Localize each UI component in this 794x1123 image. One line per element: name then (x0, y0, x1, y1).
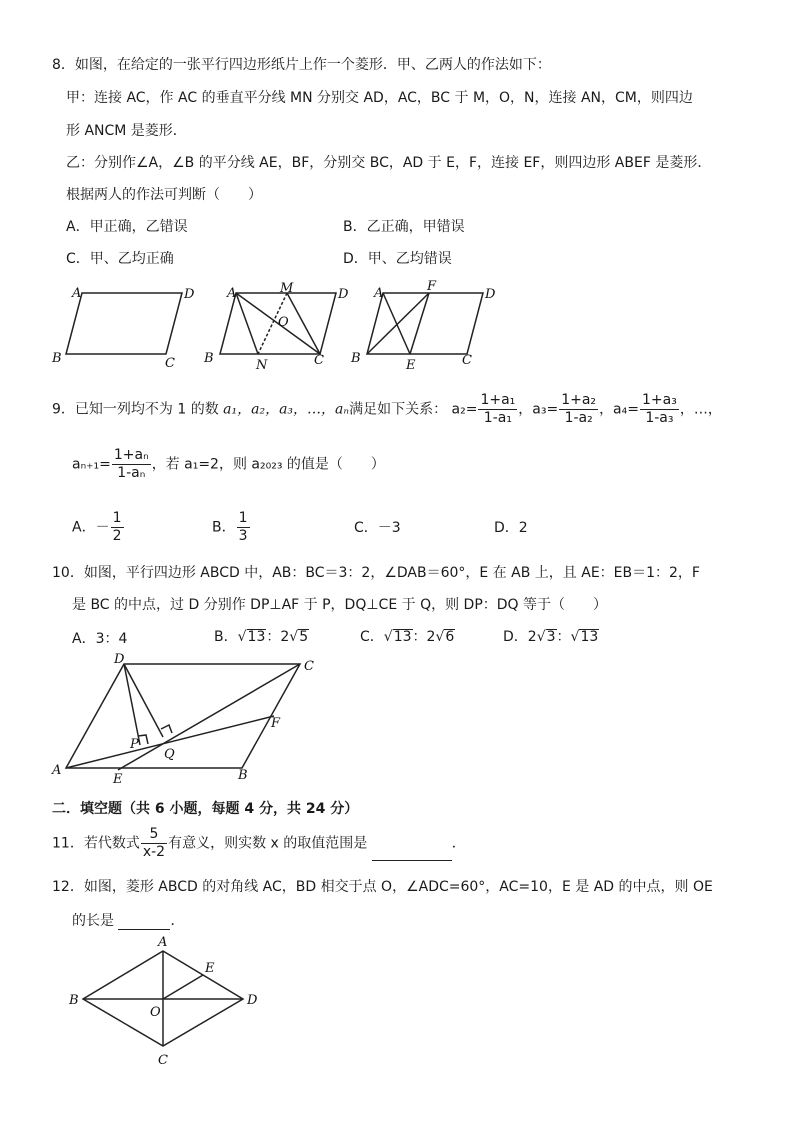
frac-denominator: x-2 (142, 844, 166, 860)
q8-jia-line1: 甲：连接 AC，作 AC 的垂直平分线 MN 分别交 AD，AC，BC 于 M，O，N，连接 AN，CM，则四边 (66, 90, 693, 106)
q11-answer-blank[interactable] (372, 842, 452, 861)
label-C: C (314, 353, 324, 368)
option-letter: B． (214, 629, 238, 645)
q9-line2 (72, 447, 385, 482)
q10-option-a[interactable]: A．3：4 (72, 631, 128, 647)
q12-figure (64, 934, 274, 1072)
q8-stem: 8．如图，在给定的一张平行四边形纸片上作一个菱形．甲、乙两人的作法如下： (52, 57, 551, 73)
sqrt-radicand: 3 (546, 629, 556, 645)
frac-numerator: 1+a₁ (480, 392, 516, 408)
label-A: A (52, 763, 62, 778)
q9-tail: ，…， (679, 401, 722, 418)
label-E: E (406, 358, 416, 372)
label-B: B (351, 351, 361, 366)
q9-seq: a₁，a₂，a₃，…，aₙ (223, 401, 350, 418)
label-D: D (184, 287, 195, 302)
q11-post: 有意义，则实数 x 的取值范围是 (168, 835, 368, 852)
q9-frac-a4 (640, 392, 679, 427)
q10-option-c[interactable]: C．√13：2√6 (360, 629, 455, 645)
q9-frac-an (112, 447, 151, 482)
label-A: A (72, 286, 82, 301)
q8-option-d[interactable]: D．甲、乙均错误 (343, 251, 452, 267)
label-D: D (485, 287, 496, 302)
label-E: E (205, 961, 215, 976)
q8-option-c[interactable]: C．甲、乙均正确 (66, 251, 174, 267)
frac-denominator: 1-a₃ (645, 410, 674, 426)
frac-denominator: 3 (238, 528, 248, 544)
q9-frac-a3 (559, 392, 598, 427)
label-D: D (338, 287, 349, 302)
label-P: P (130, 737, 139, 752)
frac-denominator: 1-aₙ (117, 465, 146, 481)
q8-judge: 根据两人的作法可判断（ ） (66, 187, 262, 203)
label-B: B (204, 351, 214, 366)
q8-option-b[interactable]: B．乙正确，甲错误 (343, 219, 465, 235)
q10-option-d[interactable]: D．2√3：√13 (503, 629, 599, 645)
q8-option-a[interactable]: A．甲正确，乙错误 (66, 219, 188, 235)
option-letter: C． (360, 629, 384, 645)
sqrt-radicand: 13 (247, 629, 266, 645)
q10-option-b[interactable]: B．√13：2√5 (214, 629, 309, 645)
q9-condition: ，若 a₁=2，则 a₂₀₂₃ 的值是（ ） (151, 456, 385, 473)
q9-a2: a₂= (451, 401, 478, 418)
label-D: D (114, 652, 125, 667)
frac-numerator: 1+a₃ (641, 392, 677, 408)
option-sign: － (95, 519, 110, 536)
q9-option-a[interactable] (72, 510, 125, 545)
q12-line1: 12．如图，菱形 ABCD 的对角线 AC，BD 相交于点 O，∠ADC=60°，AC=10，E 是 AD 的中点，则 OE (52, 879, 713, 895)
q9-an1: aₙ₊₁= (72, 456, 111, 473)
q11-end: ． (451, 835, 466, 852)
q10-figure (48, 652, 328, 790)
q11-fraction (141, 826, 167, 861)
q10-line1: 10．如图，平行四边形 ABCD 中，AB：BC＝3：2，∠DAB＝60°，E 在 AB 上，且 AE：EB＝1：2，F (52, 565, 700, 581)
label-C: C (158, 1053, 168, 1068)
section2-heading: 二．填空题（共 6 小题，每题 4 分，共 24 分） (52, 801, 359, 817)
label-B: B (238, 768, 248, 783)
q8-figure1-parallelogram (66, 293, 182, 354)
q9-rel: 满足如下关系： (349, 401, 448, 418)
q12-line2-pre: 的长是 (72, 913, 114, 929)
label-C: C (462, 353, 472, 368)
q12-line2 (72, 910, 184, 930)
q10-line2: 是 BC 的中点，过 D 分别作 DP⊥AF 于 P，DQ⊥CE 于 Q，则 DP：DQ 等于（ ） (72, 597, 608, 613)
q8-jia-line2: 形 ANCM 是菱形． (66, 123, 187, 139)
q8-figures (48, 280, 508, 372)
q10-figure-lines (66, 664, 300, 770)
q9-option-d[interactable]: D．2 (494, 520, 528, 536)
option-letter: D．2 (503, 629, 537, 645)
label-Q: Q (164, 747, 175, 762)
label-C: C (304, 659, 314, 674)
frac-numerator: 1 (238, 510, 248, 526)
label-N: N (256, 358, 268, 372)
q9-stem: 9．已知一列均不为 1 的数 (52, 401, 219, 418)
q9-option-c[interactable]: C．－3 (354, 520, 401, 536)
q12-figure-lines (83, 951, 243, 1046)
label-F: F (427, 280, 437, 294)
sqrt-radicand: 6 (445, 629, 455, 645)
label-A: A (227, 286, 237, 301)
label-C: C (165, 356, 175, 371)
option-letter: A． (72, 519, 96, 536)
sqrt-radicand: 5 (299, 629, 309, 645)
q9-option-b[interactable] (212, 510, 251, 545)
option-sep: ：2 (266, 629, 290, 645)
label-B: B (52, 351, 62, 366)
frac-denominator: 1-a₁ (483, 410, 512, 426)
label-O: O (278, 315, 289, 330)
q11-line (52, 826, 466, 861)
label-A: A (158, 935, 168, 950)
frac-numerator: 1 (112, 510, 122, 526)
label-A: A (374, 286, 384, 301)
frac-numerator: 5 (141, 826, 167, 844)
option-sep: ：2 (412, 629, 436, 645)
q8-figure3-rhombus-construction (367, 293, 483, 354)
frac-denominator: 2 (112, 528, 122, 544)
q9-line1 (52, 392, 722, 427)
sqrt-radicand: 13 (580, 629, 599, 645)
option-fraction (237, 510, 250, 545)
q8-yi-line: 乙：分别作∠A，∠B 的平分线 AE，BF，分别交 BC，AD 于 E，F，连接 EF，则四边形 ABEF 是菱形． (66, 155, 712, 171)
q9-frac-a2 (478, 392, 517, 427)
label-O: O (150, 1005, 161, 1020)
q9-a3: ，a₃= (518, 401, 559, 418)
option-fraction (111, 510, 124, 545)
sqrt-radicand: 13 (393, 629, 412, 645)
label-F: F (271, 716, 281, 731)
q12-answer-blank[interactable] (118, 913, 170, 930)
option-letter: B． (212, 519, 236, 536)
label-D: D (247, 993, 258, 1008)
label-E: E (113, 772, 123, 787)
frac-numerator: 1+aₙ (113, 447, 149, 463)
q11-pre: 11．若代数式 (52, 835, 140, 852)
frac-numerator: 1+a₂ (561, 392, 597, 408)
label-M: M (280, 281, 294, 296)
q9-a4: ，a₄= (599, 401, 639, 418)
label-B: B (69, 993, 79, 1008)
frac-denominator: 1-a₂ (564, 410, 593, 426)
option-sep: ： (556, 629, 571, 645)
q12-end: ． (170, 913, 185, 929)
